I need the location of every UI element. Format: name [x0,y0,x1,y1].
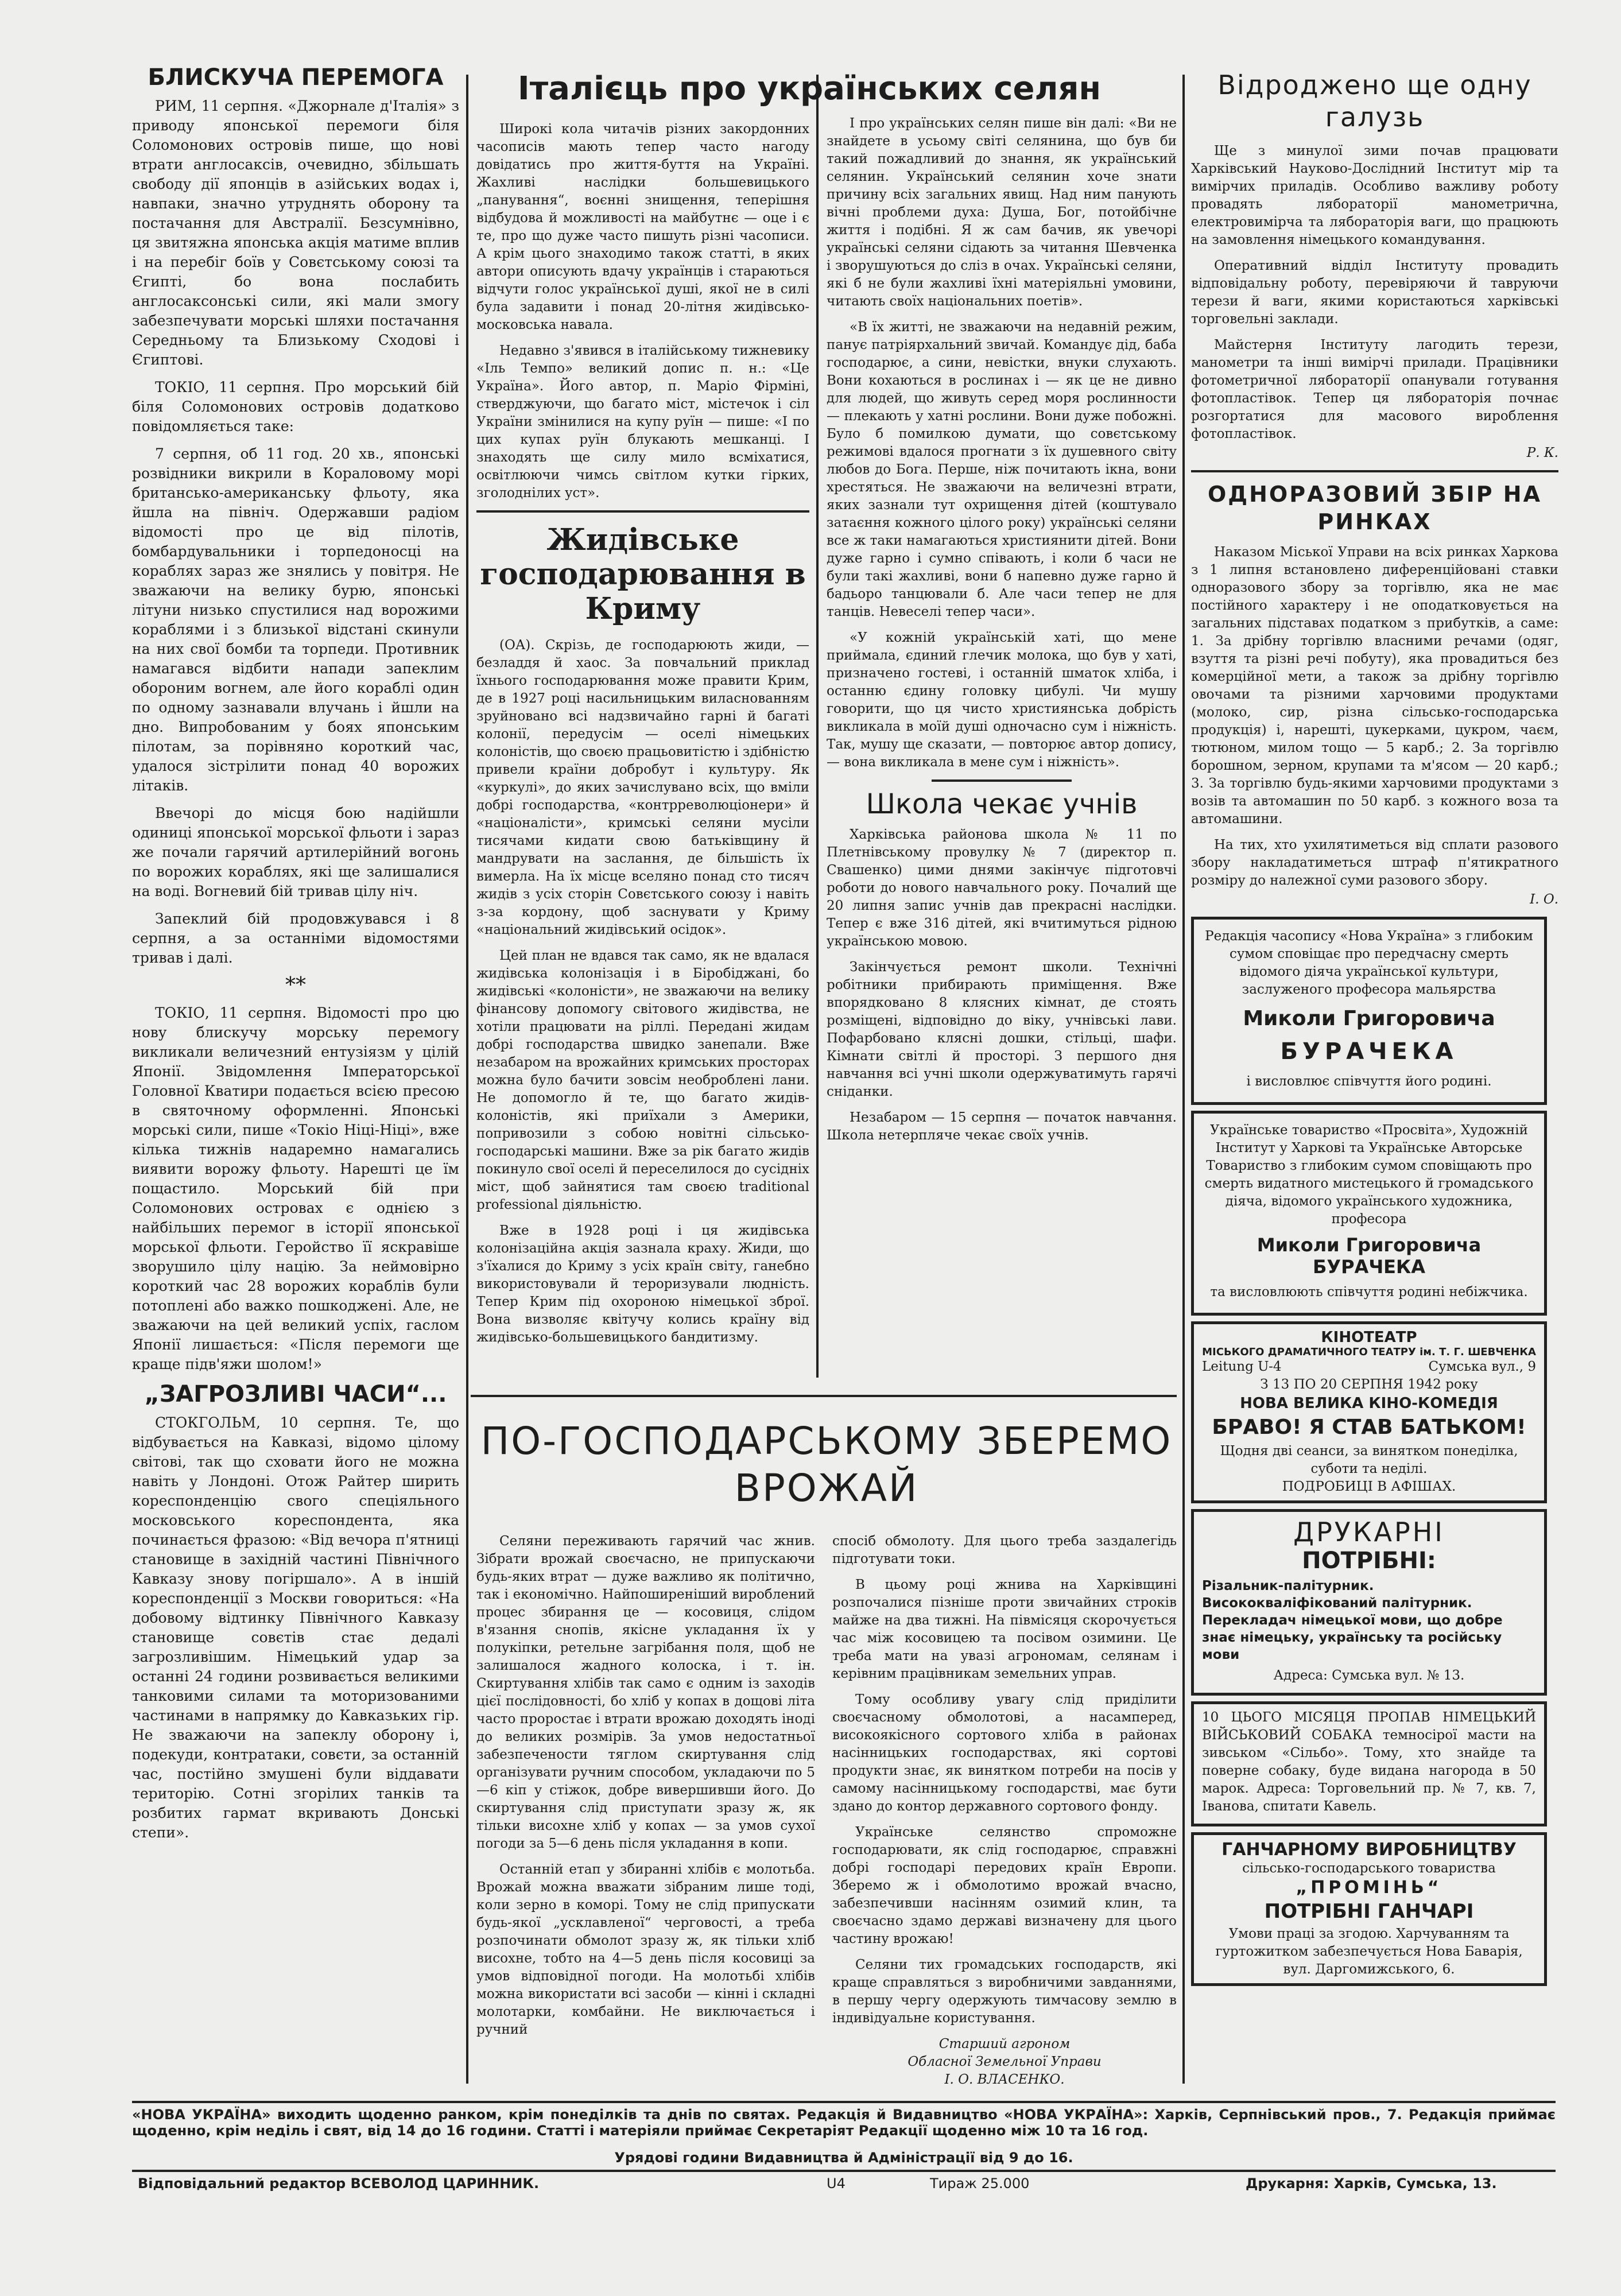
article-paragraph: І про українських селян пише він далі: «Ви не знайдете в усьому світі селянина, що був би такий пожадливий до знання, як український селянин. Український селянин хоче знати причину всіх загальних явищ. Над ним панують вічні проблеми духа: Душа, Бог, потойбічне життя і подібні. Я ж сам бачив, як увечорі українські селяни сідають за читання Шевченка і зворушуються до сліз в очах. Українські селяни, які б не були жахливі їхні матеріяльні умовини, читають своїх національних поетів». [827,116,1177,309]
article-paragraph: Незабаром — 15 серпня — початок навчання. Школа нетерпляче чекає своїх учнів. [827,1110,1177,1143]
footer-hours: Урядові години Видавництва й Адміністрації від 9 до 16. [614,2150,1073,2166]
ad-title: ГАНЧАРНОМУ ВИРОБНИЦТВУ [1221,1840,1517,1860]
footer-rule [132,2101,1556,2103]
cinema-subtitle: НОВА ВЕЛИКА КІНО-КОМЕДІЯ [1240,1395,1498,1412]
article-paragraph: ТОКІО, 11 серпня. Про морський бій біля Соломонових островів додатково повідомляється таке: [132,379,459,435]
column-rule [816,75,819,1378]
headline-brilliant-victory: БЛИСКУЧА ПЕРЕМОГА [148,64,444,91]
cinema-label: КІНОТЕАТР [1321,1329,1417,1346]
article-paragraph: 7 серпня, об 11 год. 20 хв., японські розвідники викрили в Кораловому морі британсько-американську фльоту, яка йшла на північ. Одержавши радіом відомості про це від пілотів, бомбардувальники і торпедоносці на кораблях зараз же знялись у повітря. Не зважаючи на велику бурю, японські літуни низько спустилися над ворожими кораблями і з близької відстані скинули на них свої бомби та торпеди. Противник намагався відбити напади запеклим обороним вогнем, але його кораблі один по одному зазнавали влучань і йшли на дно. Випробованим у боях японським пілотам, за порівняно короткий час, удалося зістрілити понад 40 ворожих літаків. [132,445,459,794]
article-paragraph: Останній етап у збиранні хлібів є молотьба. Врожай можна вважати зібраним лише тоді, коли зерно в коморі. Тому не слід припускати будь-якої „усклавленої“ черговості, а треба розпочинати обмолот зразу ж, як тільки хліб висохне, тобто на 4—5 день після косовиці за умов відповідної погоди. На молотьбі хлібів можна використати всі засоби — кінні і складні молотарки, комбайни. Не виключається і ручний [476,1862,815,2037]
article-paragraph: Наказом Міської Управи на всіх ринках Харкова з 1 липня встановлено диференційовані ставки одноразового збору за торгівлю, яка не має постійного характеру і не оподатковується на загальних підставах податком з прибутків, а саме: 1. За дрібну торгівлю власними речами (одяг, взуття та різні речі побуту), яка провадиться без комерційної мети, а також за дрібну торгівлю овочами та різними харчовими продуктами (молоко, сир, різна сільсько-господарська продукція) і, нарешті, цукерками, цукром, чаєм, тютюном, милом тощо — 5 карб.; 2. За торгівлю борошном, зерном, крупами та м'ясом — 20 карб.; 3. За торгівлю будь-якими харчовими продуктами з возів та автомашин по 50 карб. з кожного воза та автомашини. [1191,545,1558,827]
headline-market-fee: ОДНОРАЗОВИЙ ЗБІР НА РИНКАХ [1207,482,1542,534]
article-paragraph: СТОКГОЛЬМ, 10 серпня. Те, що відбувається на Кавказі, відомо цілому світові, так що сховати його не можна навіть у Лондоні. Отож Райтер ширить кореспонденцію свого спеціяльного московського кореспондента, яка починається фразою: «Від вечора п'ятниці становище в західній частині Північного Кавказу знову погіршало». А в іншій кореспонденції з Москви говориться: «На добовому відтинку Північного Кавказу становище совєтів стає дедалі загрозливішим. Німецький удар за останні 24 години розвивається великими танковими силами та моторизованими частинами в напрямку до Кавказьких гір. Не зважаючи на запеклу оборону і, подекуди, контратаки, совєти, за останній час, постійно змушені були віддавати територію. Сотні згорілих танків та розбитих гармат вкривають Донські степи». [132,1414,459,1841]
obituary-name: Миколи Григоровича БУРАЧЕКА [1257,1234,1482,1278]
article-paragraph: Цей план не вдався так само, як не вдалася жидівська колонізація і в Біробіджані, бо жидівські «колоністи», не зважаючи на велику фінансову допомогу світового жидівства, не хотіли працювати на ріллі. Передані жидам добрі господарства швидко занепали. Вже незабаром на врожайних кримських просторах можна було бачити зовсім необроблені лани. Не допомогло й те, що багато жидів-колоністів, які приїхали з Америки, попривозили з собою новітні сільсько-господарські машини. Вже за рік багато жидів покинуло свої оселі й переселилося до сусідніх міст, щоб зайнятися там своєю traditional professional діяльністю. [476,948,809,1212]
section-rule [476,510,809,513]
article-signature: І. О. [1530,892,1558,907]
obituary-box-1 [1191,917,1547,1105]
ad-positions: Різальник-палітурник. Висококваліфікований палітурник. Перекладач німецької мови, що добре знає німецьку, українську та російську мови [1202,1578,1503,1662]
article-paragraph: Вже в 1928 році і ця жидівська колонізаційна акція зазнала краху. Жиди, що з'їхалися до Криму з усіх країн світу, ганебно використовували й тероризували людність. Тепер Крим під охороною німецької зброї. Вона визволяє квітучу колись країну від жидівсько-большевицького бандитизму. [476,1223,809,1345]
article-paragraph: Тому особливу увагу слід приділити своєчасному обмолотові, а насамперед, високоякісного сортового хліба в районах насінницьких господарствах, які сортові продукти знає, як винятком потреби на посів у самому насінницькому господарстві, має бути здано до контор державного сортового фонду. [832,1692,1177,1814]
ad-text: 10 ЦЬОГО МІСЯЦЯ ПРОПАВ НІМЕЦЬКИЙ ВІЙСЬКОВИЙ СОБАКА темносірої масти на зивськом «Сільбо». Тому, хто знайде та поверне собаку, буде видана нагорода в 50 марок. Адреса: Торговельний пр. № 7, кв. 7, Іванова, спитати Кавель. [1202,1710,1536,1814]
ad-text: Умови праці за згодою. Харчуванням та гуртожитком забезпечується Нова Баварія, вул. Даргомижського, 6. [1215,1926,1523,1977]
article-paragraph: Ввечорі до місця бою надійшли одиниці японської морської фльоти і зараз же почали гарячий артилерійний вогонь по ворожих кораблях, які ще залишалися на воді. Вогневий бій тривав цілу ніч. [132,805,459,899]
headline-italian-about-peasants: Італієць про українських селян [517,70,1102,107]
obituary-text: та висловлюють співчуття родині небіжчика. [1210,1285,1528,1300]
column-3 [827,115,1177,1378]
obituary-text: Редакція часопису «Нова Україна» з глибоким сумом сповіщає про передчасну смерть відомого діяча української культури, заслуженого професора мальярства [1205,929,1533,997]
footer-masthead-info: «НОВА УКРАЇНА» виходить щоденно ранком, крім понеділків та днів по святах. Редакція й Видавництво «НОВА УКРАЇНА»: Харків, Серпнівський пров., 7. Редакція приймає щоденно, крім неділь і свят, від 14 до 16 години. Статті і матеріяли приймає Секретаріят Редакції щоденно між 10 та 16 год. [132,2107,1556,2139]
article-paragraph: Харківська районова школа № 11 по Плетнівському провулку № 7 (директор п. Свашенко) цими днями закінчує підготовчі роботи до нового навчального року. Почалий ще 20 липня запис учнів дав прекрасні наслідки. Тепер є вже 316 дітей, які вчитимуться рідною українською мовою. [827,827,1177,949]
footer-rule [132,2170,1556,2172]
article-paragraph: (ОА). Скрізь, де господарюють жиди, — безладдя й хаос. За повчальний приклад їхнього господарювання може правити Крим, де в 1927 році насильницьким виласнованням зруйновано всі надзвичайно гарні й багаті колонії, передусім — оселі німецьких колоністів, що своєю працьовитістю і здібністю привели країни добробут і культуру. Як «куркулі», до яких зачислувано всіх, що вміли добрі господарства, «контрреволюціонери» й «націоналісти», кримські селяни мусіли тисячами кидати свою батьківщину й мандрувати на заслання, де більшість їх вимерла. На їх місце вселяно понад сто тисяч жидів з усіх сторін Совєтського союзу і навіть з-за кордону, щоб заснувати у Криму «національний жидівський осідок». [476,638,809,937]
article-paragraph: РИМ, 11 серпня. «Джорнале д'Італія» з приводу японської перемоги біля Соломонових островів пише, що нові втрати англосаксів, очевидно, збільшать свободу дії японців в азійських водах і, навпаки, значно утруднять оборону та постачання для Австралії. Безсумнівно, ця звитяжна японська акція матиме вплив і на перебіг боїв у Совєтському союзі та Єгипті, бо вона послабить англосаксонські сили, які мали змогу забезпечувати морські шляхи постачання Середньому та Близькому Сходові і Єгиптові. [132,98,459,368]
footer-circulation: Тираж 25.000 [930,2175,1030,2192]
footer-editor: Відповідальний редактор ВСЕВОЛОД ЦАРИННИК. [138,2175,540,2192]
article-signature: Р. К. [1526,445,1558,460]
lost-dog-ad [1191,1701,1547,1826]
article-paragraph: «У кожній українській хаті, що мене приймала, єдиний глечик молока, що був у хаті, призначено гостеві, і останній шматок хліба, і останню єдину головку цибулі. Чи мушу говорити, що ця чисто християнська добрість викликала в моїй душі одночасно сум і ніжність. Так, мушу ще сказати, — повторює автор допису, — вона викликала в мене сум і ніжність». [827,630,1177,770]
obituary-name: Миколи Григоровича [1243,1007,1495,1030]
column-rule [1182,75,1185,2084]
obituary-surname: БУРАЧЕКА [1280,1038,1458,1065]
cinema-details: ПОДРОБИЦІ В АФІШАХ. [1282,1479,1456,1494]
article-paragraph: Селяни переживають гарячий час жнив. Зібрати врожай своєчасно, не припускаючи будь-яких втрат — дуже важливо як політично, так і економічно. Найпоширеніший вироблений процес збирання це — косовиця, слідом в'язання снопів, якісне укладання їх у полукіпки, ретельне загрібання поля, щоб не залишалося жадного колоска, і т. ін. Скиртування хлібів так само є одним із заходів цієї послідовності, бо хліб у копах в дощові літа часто проростає і втрати врожаю доходять іноді до великих розмірів. За умов недостатньої забезпечености тяглом скиртування слід організувати ручним способом, укладаючи по 5—6 кіп у стіжок, добре вивершивши його. До скиртування слід приступати зразу ж, як тільки висохне хліб у копах — за умов сухої погоди за 5—6 день після укладання в копи. [476,1534,815,1851]
ad-address: Адреса: Сумська вул. № 13. [1273,1668,1465,1683]
signature-office: Обласної Земельної Управи [908,2054,1102,2069]
cinema-dates: З 13 ПО 20 СЕРПНЯ 1942 року [1260,1377,1478,1392]
signature-title: Старший агроном [939,2037,1071,2051]
cinema-address: Сумська вул., 9 [1428,1359,1536,1374]
headline-harvest: ПО-ГОСПОДАРСЬКОМУ ЗБЕРЕМО ВРОЖАЙ [480,1419,1173,1510]
article-paragraph: Майстерня Інституту лагодить терези, манометри та інші вимірчі прилади. Працівники фотометричної лябораторії опанували готування фотопластівок. Тепер ця лябораторія почнає розгортатися для масового вироблення фотопластівок. [1191,338,1558,441]
ad-subtitle: ПОТРІБНІ ГАНЧАРІ [1264,1900,1474,1923]
headline-threatening-times: „ЗАГРОЗЛИВІ ЧАСИ“... [144,1381,447,1407]
article-paragraph: спосіб обмолоту. Для цього треба заздалегідь підготувати токи. [832,1534,1177,1566]
footer-code: U4 [827,2175,846,2192]
signature-name: І. О. ВЛАСЕНКО. [944,2072,1065,2087]
column-1 [132,63,459,2101]
article-paragraph: В цьому році жнива на Харківщині розпочалися пізніше проти звичайних строків майже на два тижні. На півмісяця скорочується час між косовицею та посівом озимини. Це треба мати на увазі агрономам, селянам і керівним працівникам земельних управ. [832,1577,1177,1681]
ad-org-name: „ПРОМІНЬ“ [1296,1878,1442,1898]
ad-subtitle: ПОТРІБНІ: [1302,1548,1436,1574]
article-paragraph: Недавно з'явився в італійському тижневику «Іль Темпо» великий допис п. н.: «Це Україна». Його автор, п. Маріо Фірміні, стверджуючи, що багато міст, містечок і сіл України змінилися на купу руїн — пише: «І по цих купах руїн блукають мешканці. І знаходять ще силу мило всміхатися, освітлюючи чимсь світлом кутки гірких, зголоднілих уст». [476,343,809,501]
section-separator: ** [285,974,306,997]
headline-revived-industry: Відроджено ще одну галузь [1217,69,1532,133]
column-5 [1191,63,1558,2089]
cinema-schedule: Щодня дві сеанси, за винятком понеділка, суботи та неділі. [1220,1444,1518,1476]
cinema-ad [1191,1321,1547,1503]
section-rule [932,779,1072,782]
section-rule [471,1395,1177,1397]
article-paragraph: ТОКІО, 11 серпня. Відомості про цю нову блискучу морську перемогу викликали величезний ентузіязм у цілій Японії. Звідомлення Імператорської Головної Кватири подається всією пресою в святочному оформленні. Японські морські сили, пише «Токіо Ніці-Ніці», вже кілька тижнів надаремно намагались виявити ворожу фльоту. Нарешті це їм пощастило. Морський бій при Соломонових островах є однією з найбільших перемог в історії японської морської фльоти. Геройство її яскравіше зворушило цілу націю. За неймовірно короткий час 28 ворожих кораблів були потоплені або важко пошкоджені. Але, не зважаючи на цей великий успіх, гаслом Японії лишається: «Після перемоги ще краще підв'яжи шолом!» [132,1004,459,1372]
harvest-article [476,1406,1177,2087]
article-paragraph: Закінчується ремонт школи. Технічні робітники прибирають приміщення. Вже впорядковано 8 клясних кімнат, де стоять розміщені, відповідно до віку, учнівські лави. Пофарбовано клясні дошки, стільці, шафи. Кімнати світлі й просторі. З першого дня навчання всі учні школи одержуватимуть гарячі сніданки. [827,960,1177,1099]
article-paragraph: Запеклий бій продовжувався і 8 серпня, а за останніми відомостями тривав і далі. [132,910,459,966]
article-paragraph: Оперативний відділ Інституту провадить відповідальну роботу, перевіряючи й тавруючи терези й ваги, якими користаються харківські торговельні заклади. [1191,258,1558,327]
article-paragraph: «В їх житті, не зважаючи на недавній режим, панує патріярхальний звичай. Командує дід, баба господарює, а сини, невістки, внуки слухають. Вони кохаються в рослинах і — як це не дивно для людей, що живуть серед моря рослинности — плекають у хатні рослини. Вони дуже побожні. Було б помилкою думати, що совєтському режимові вдалося прогнати з їх душевного світу любов до Бога. Перше, ніж почитають ікна, вони хрестяться. Не зважаючи на величезні втрати, яких зазнали тут охрищення дітей (коштувало затаєння кожного цілого року) українські селяни все ж таки намагаються християнити дітей. Вони дуже гарно і сумно співають, і коли б часи не були такі жахливі, вони б напевно дуже гарно й бадьоро танцювали б. Але часи тепер не для танців. Невеселі тепер часи». [827,320,1177,619]
section-rule [1191,470,1558,472]
article-paragraph: На тих, хто ухилятиметься від сплати разового збору накладатиметься штраф п'ятикратного розміру до належної суми разового збору. [1191,837,1558,888]
article-paragraph: Ще з минулої зими почав працювати Харківський Науково-Дослідний Інститут мір та вимірчих приладів. Особливо важливу роботу провадять лябораторії манометрична, електровимірча та лябораторія ваги, що працюють на замовлення німецького командування. [1191,144,1558,247]
article-paragraph: Українське селянство спроможне господарювати, як слід господарює, справжні добрі господарі передових країн Европи. Зберемо ж і обмолотимо врожай вчасно, забезпечивши насінням озимий клин, та своєчасно здамо державі визначену для цього частину врожаю! [832,1825,1177,1946]
obituary-text: Українське товариство «Просвіта», Художній Інститут у Харкові та Українське Авторське Товариство з глибоким сумом сповіщають про смерть видатного мистецького й громадського діяча, відомого українського художника, професора [1204,1123,1534,1227]
obituary-box-2 [1191,1111,1547,1316]
ad-title: ДРУКАРНІ [1293,1517,1445,1548]
ad-org: сільсько-господарського товариства [1242,1861,1496,1876]
footer-printer: Друкарня: Харків, Сумська, 13. [1246,2175,1497,2192]
headline-crimea: Жидівське господарювання в Криму [480,522,806,626]
cinema-film-title: БРАВО! Я СТАВ БАТЬКОМ! [1212,1415,1526,1439]
article-paragraph: Широкі кола читачів різних закордонних часописів мають тепер часто нагоду довідатись про життя-буття на Україні. Жахливі наслідки большевицького „панування“, воєнні знищення, теперішня відбудова й можливості на майбутнє — оце і є те, про що дуже часто пишуть різні часописи. А крім цього знаходимо також статті, в яких автори описують вдачу українців і стараються відчути голос української душі, якої не в силі була задавити і понад 20-літня жидівсько-московська навала. [476,122,809,332]
printers-wanted-ad [1191,1509,1547,1696]
headline-school-awaits: Школа чекає учнів [866,788,1138,820]
potters-wanted-ad [1191,1832,1547,1986]
cinema-theatre: МІСЬКОГО ДРАМАТИЧНОГО ТЕАТРУ ім. Т. Г. ШЕВЧЕНКА [1202,1346,1536,1358]
article-paragraph: Селяни тих громадських господарств, які краще справляться з виробничими завданнями, в першу чергу одержують тимчасову землю в індивідуальне користування. [832,1957,1177,2026]
cinema-code: Leitung U-4 [1202,1359,1282,1374]
column-rule [466,75,468,2084]
obituary-text: і висловлює співчуття його родині. [1246,1074,1492,1089]
